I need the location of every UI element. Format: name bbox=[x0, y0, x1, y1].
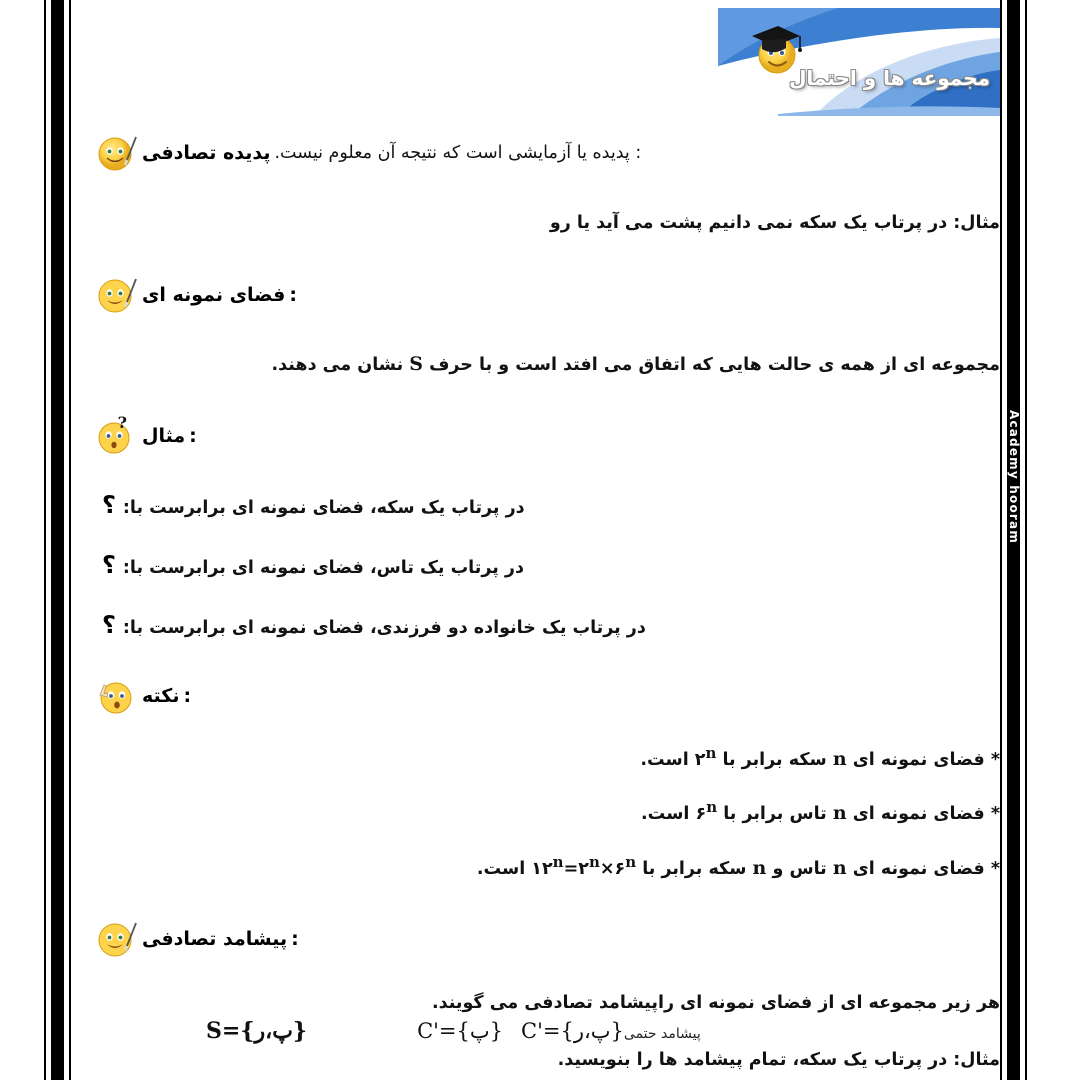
smiley-pointer-icon bbox=[96, 132, 138, 174]
border-rule-thick bbox=[1007, 0, 1020, 1080]
note-exponent: n bbox=[705, 743, 717, 762]
sample-space-definition bbox=[96, 350, 1000, 379]
heading-colon: : bbox=[183, 684, 192, 707]
note-item-3 bbox=[96, 854, 1000, 883]
page-border-left bbox=[44, 0, 71, 1080]
note-variable: n bbox=[832, 747, 847, 770]
note-bullet: * bbox=[990, 804, 1000, 825]
border-rule-thin bbox=[1000, 0, 1002, 1080]
definition-before: مجموعه ای از همه ی حالت هایی که اتفاق می افتد است و با حرف bbox=[429, 355, 1000, 376]
note-exponent: n bbox=[706, 798, 718, 817]
heading-text: نکته bbox=[142, 684, 180, 707]
note-power: ۶$^n$ bbox=[695, 798, 718, 825]
set-label-certain-event: پیشامد حتمی bbox=[623, 1026, 701, 1042]
content-body bbox=[96, 130, 1000, 1073]
note-formula: $۱۲^n=۲^n\times ۶^n$ bbox=[531, 852, 637, 879]
heading-text: مثال bbox=[142, 424, 186, 447]
svg-text:?: ? bbox=[117, 414, 127, 432]
note-before: فضای نمونه ای bbox=[852, 749, 985, 770]
note-before: فضای نمونه ای bbox=[852, 858, 985, 879]
border-rule-thin bbox=[44, 0, 46, 1080]
question-bullet-icon: ؟ bbox=[102, 550, 116, 579]
note-after: است. bbox=[640, 749, 689, 770]
question-bullet-icon: ؟ bbox=[102, 490, 116, 519]
smiley-pointer-icon bbox=[96, 918, 138, 960]
thinking-face-icon bbox=[96, 415, 138, 457]
border-rule-gap bbox=[64, 0, 69, 1080]
question-text: در پرتاب یک خانواده دو فرزندی، فضای نمونه ای برابرست با: bbox=[122, 617, 646, 638]
section-examples-heading bbox=[96, 415, 1000, 457]
example-text: مثال: در پرتاب یک سکه، تمام پیشامد ها را بنویسید. bbox=[557, 1049, 1000, 1070]
section-random-phenomenon-heading bbox=[96, 132, 1000, 174]
symbol-S: S bbox=[409, 353, 423, 376]
heading-text: فضای نمونه ای bbox=[142, 284, 286, 306]
heading-definition: : پدیده یا آزمایشی است که نتیجه آن معلوم نیست. bbox=[274, 142, 642, 163]
question-text: در پرتاب یک تاس، فضای نمونه ای برابرست با: bbox=[122, 557, 524, 578]
border-rule-thin bbox=[69, 0, 71, 1080]
heading-colon: : bbox=[291, 928, 299, 950]
question-bullet-icon: ؟ bbox=[102, 610, 116, 639]
heading-text: پیشامد تصادفی bbox=[142, 928, 288, 950]
note-middle: تاس و bbox=[772, 858, 827, 879]
heading-colon: : bbox=[189, 424, 197, 447]
note-after: است. bbox=[641, 804, 690, 825]
section-sample-space-heading bbox=[96, 274, 1000, 316]
example-question-1 bbox=[96, 487, 1000, 523]
definition-text: هر زیر مجموعه ای از فضای نمونه ای راپیشامد تصادفی می گویند. bbox=[431, 993, 1000, 1014]
note-after: است. bbox=[476, 858, 526, 879]
note-middle: سکه برابر با bbox=[722, 749, 827, 770]
smiley-pointer-icon bbox=[96, 274, 138, 316]
example-question-2 bbox=[96, 547, 1000, 583]
note-before: فضای نمونه ای bbox=[852, 804, 985, 825]
header-banner bbox=[718, 8, 1000, 116]
section-note-heading bbox=[96, 675, 1000, 717]
heading-text: پدیده تصادفی bbox=[142, 141, 271, 164]
sets-row bbox=[96, 1018, 1000, 1044]
note-bullet: * bbox=[990, 749, 1000, 770]
random-event-example bbox=[96, 1047, 1000, 1073]
note-power: ۲$^n$ bbox=[694, 743, 717, 770]
example-text: مثال: در پرتاب یک سکه نمی دانیم پشت می آید یا رو bbox=[549, 213, 1000, 233]
section-random-event-heading bbox=[96, 918, 1000, 960]
note-item-1 bbox=[96, 745, 1000, 774]
note-bullet: * bbox=[990, 858, 1000, 879]
surprised-pointing-icon bbox=[96, 675, 138, 717]
definition-after: نشان می دهند. bbox=[271, 355, 404, 376]
note-variable: n bbox=[832, 802, 847, 825]
random-event-definition bbox=[96, 990, 1000, 1016]
note-item-2 bbox=[96, 799, 1000, 828]
note-variable-2: n bbox=[752, 856, 767, 879]
border-rule-thick bbox=[51, 0, 64, 1080]
example-question-3 bbox=[96, 607, 1000, 643]
set-item-S: S={پ،ر} bbox=[206, 1018, 308, 1044]
note-middle-2: سکه برابر با bbox=[642, 858, 747, 879]
banner-title: مجموعه ها و احتمال bbox=[789, 66, 990, 90]
note-middle: تاس برابر با bbox=[723, 804, 827, 825]
set-item-C-prime-1: C'={پ} bbox=[417, 1019, 504, 1043]
question-text: در پرتاب یک سکه، فضای نمونه ای برابرست با: bbox=[122, 497, 525, 518]
watermark-text: Academy hooram bbox=[1006, 409, 1021, 545]
random-phenomenon-example bbox=[96, 210, 1000, 236]
heading-colon: : bbox=[289, 284, 297, 306]
set-item-C-prime-2: C'={پ،ر} bbox=[521, 1019, 624, 1043]
note-variable: n bbox=[832, 856, 847, 879]
border-rule-thin bbox=[1025, 0, 1027, 1080]
page-border-right bbox=[1000, 0, 1027, 1080]
